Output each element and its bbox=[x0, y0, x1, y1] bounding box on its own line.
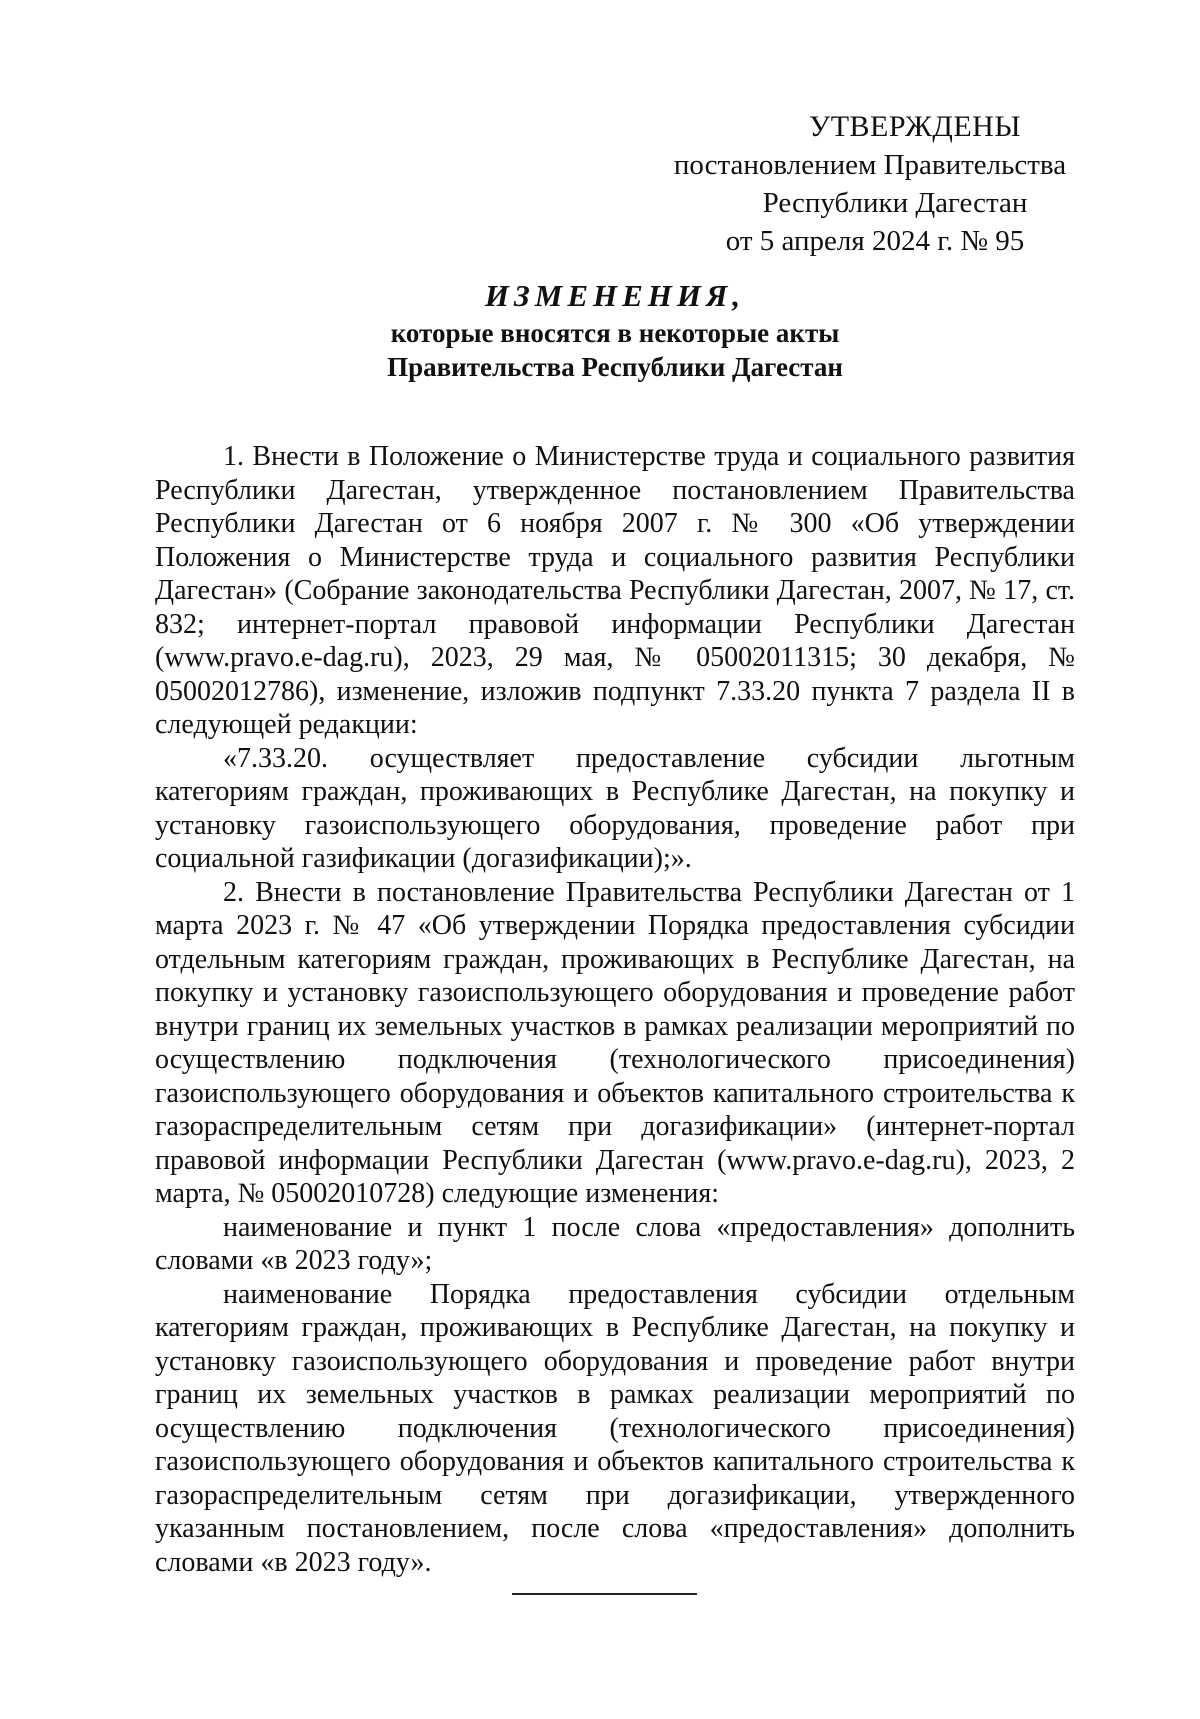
paragraph-1: 1. Внести в Положение о Министерстве труда и социального развития Республики Дагестан, утвержденное постановлением Правительства Республики Дагестан от 6 ноября 2007 г. № 300 «Об утверждении Положения о Министерстве труда и социального развития Республики Дагестан» (Собрание законодательства Республики Дагестан, 2007, № 17, ст. 832; интернет-портал правовой информации Республики Дагестан (www.pravo.e-dag.ru), 2023, 29 мая, № 05002011315; 30 декабря, № 05002012786), изменение, изложив подпункт 7.33.20 пункта 7 раздела II в следующей редакции: bbox=[155, 441, 1075, 740]
document-title bbox=[155, 276, 1075, 384]
approval-heading: УТВЕРЖДЕНЫ bbox=[808, 110, 1022, 143]
approval-line-2: постановлением Правительства bbox=[673, 149, 1067, 181]
title-line-3: Правительства Республики Дагестан bbox=[387, 352, 843, 382]
approval-date-number: от 5 апреля 2024 г. № 95 bbox=[725, 225, 1025, 257]
paragraph-amendment-2: наименование Порядка предоставления субсидии отдельным категориям граждан, проживающих в Республике Дагестан, на покупку и установку газоиспользующего оборудования и проведение работ внутри границ их земельных участков в рамках реализации мероприятий по осуществлению подключения (технологического присоединения) газоиспользующего оборудования и объектов капитального строительства к газораспределительным сетям при догазификации, утвержденного указанным постановлением, после слова «предоставления» дополнить словами «в 2023 году». bbox=[155, 1278, 1075, 1578]
approval-line-3: Республики Дагестан bbox=[762, 187, 1028, 219]
closing-divider-line bbox=[512, 1593, 697, 1595]
paragraph-amendment-1: наименование и пункт 1 после слова «предоставления» дополнить словами «в 2023 году»; bbox=[155, 1211, 1075, 1276]
title-line-2: которые вносятся в некоторые акты bbox=[390, 318, 840, 348]
document-body bbox=[155, 440, 1075, 1579]
title-main: ИЗМЕНЕНИЯ, bbox=[484, 278, 746, 313]
approval-stamp-block bbox=[650, 108, 1090, 260]
paragraph-quote-7-33-20: «7.33.20. осуществляет предоставление субсидии льготным категориям граждан, проживающих в Республике Дагестан, на покупку и установку газоиспользующего оборудования, проведение работ при социальной газификации (догазификации);». bbox=[155, 742, 1075, 874]
paragraph-2: 2. Внести в постановление Правительства Республики Дагестан от 1 марта 2023 г. № 47 «Об утверждении Порядка предоставления субсидии отдельным категориям граждан, проживающих в Республике Дагестан, на покупку и установку газоиспользующего оборудования и проведение работ внутри границ их земельных участков в рамках реализации мероприятий по осуществлению подключения (технологического присоединения) газоиспользующего оборудования и объектов капитального строительства к газораспределительным сетям при догазификации» (интернет-портал правовой информации Республики Дагестан (www.pravo.e-dag.ru), 2023, 2 марта, № 05002010728) следующие изменения: bbox=[155, 876, 1075, 1209]
